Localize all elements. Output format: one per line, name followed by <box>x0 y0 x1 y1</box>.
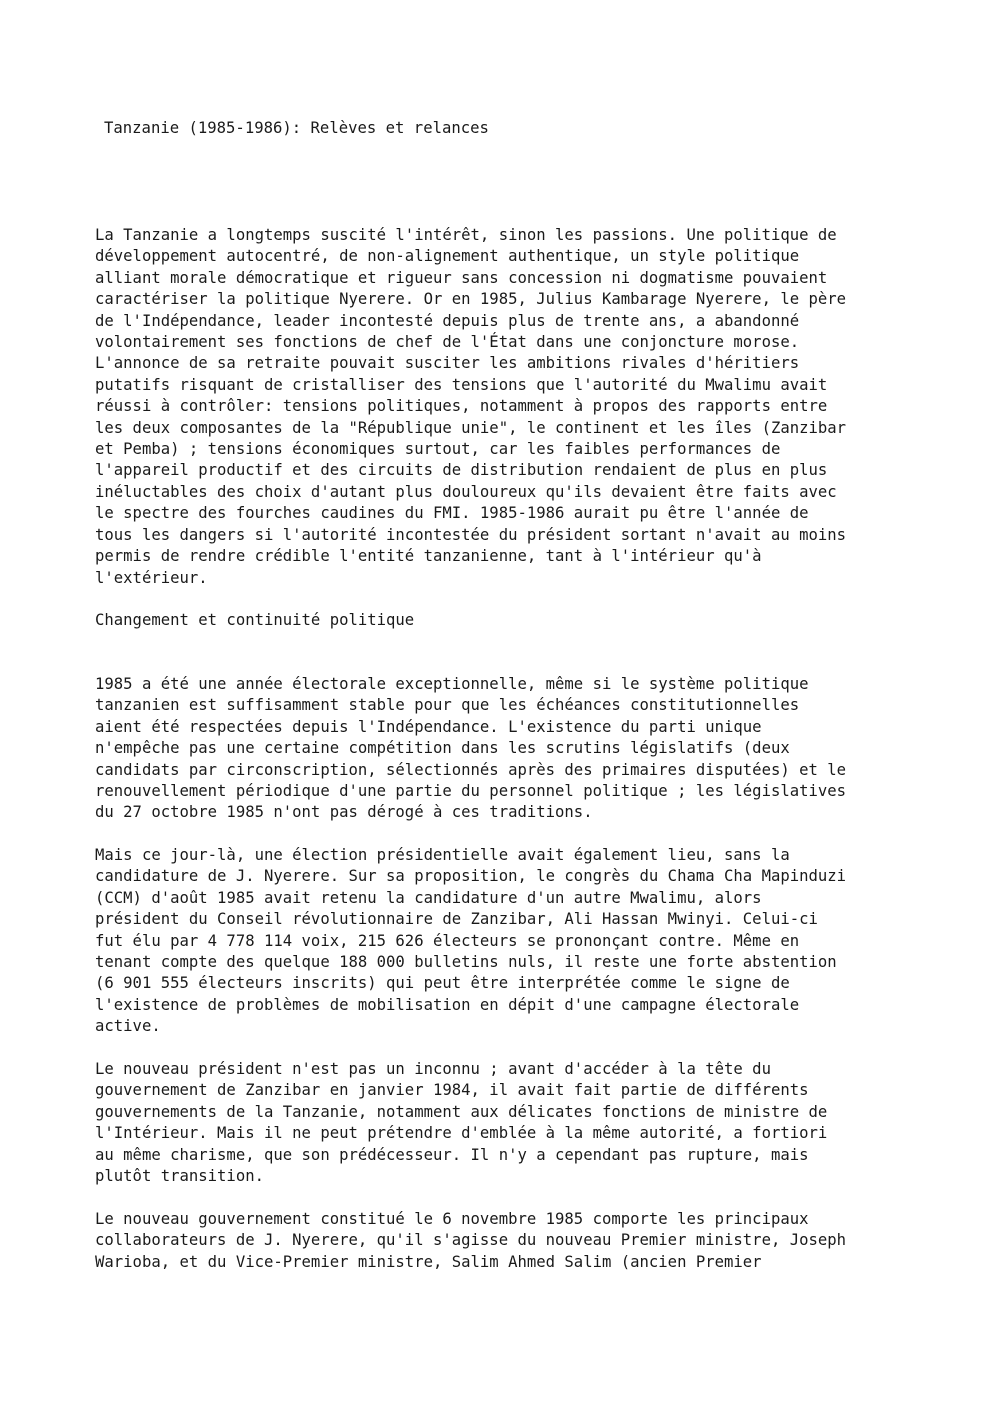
intro-paragraph: La Tanzanie a longtemps suscité l'intérêt, sinon les passions. Une politique de développement autocentré, de non-alignement authentique, un style politique alliant morale démocratique et rigueur sans concession ni dogmatisme pouvaient caractériser la politique Nyerere. Or en 1985, Julius Kambarage Nyerere, le père de l'Indépendance, leader incontesté depuis plus de trente ans, a abandonné volontairement ses fonctions de chef de l'État dans une conjoncture morose. L'annonce de sa retraite pouvait susciter les ambitions rivales d'héritiers putatifs risquant de cristalliser des tensions que l'autorité du Mwalimu avait réussi à contrôler: tensions politiques, notamment à propos des rapports entre les deux composantes de la "République unie", le continent et les îles (Zanzibar et Pemba) ; tensions économiques surtout, car les faibles performances de l'appareil productif et des circuits de distribution rendaient de plus en plus inéluctables des choix d'autant plus douloureux qu'ils devaient être faits avec le spectre des fourches caudines du FMI. 1985-1986 aurait pu être l'année de tous les dangers si l'autorité incontestée du président sortant n'avait au moins permis de rendre crédible l'entité tanzanienne, tant à l'intérieur qu'à l'extérieur. <box>95 226 847 587</box>
body-paragraph: 1985 a été une année électorale exceptionnelle, même si le système politique tanzanien est suffisamment stable pour que les échéances constitutionnelles aient été respectées depuis l'Indépendance. L'existence du parti unique n'empêche pas une certaine compétition dans les scrutins législatifs (deux candidats par circonscription, sélectionnés après des primaires disputées) et le renouvellement périodique d'une partie du personnel politique ; les législatives du 27 octobre 1985 n'ont pas dérogé à ces traditions. <box>95 675 847 822</box>
body-paragraph: Le nouveau gouvernement constitué le 6 novembre 1985 comporte les principaux collaborateurs de J. Nyerere, qu'il s'agisse du nouveau Premier ministre, Joseph Warioba, et du Vice-Premier ministre, Salim Ahmed Salim (ancien Premier <box>95 1210 847 1271</box>
section-heading: Changement et continuité politique <box>95 611 415 629</box>
document-title: Tanzanie (1985-1986): Relèves et relances <box>104 119 489 137</box>
body-paragraph: Mais ce jour-là, une élection présidentielle avait également lieu, sans la candidature de J. Nyerere. Sur sa proposition, le congrès du Chama Cha Mapinduzi (CCM) d'août 1985 avait retenu la candidature d'un autre Mwalimu, alors président du Conseil révolutionnaire de Zanzibar, Ali Hassan Mwinyi. Celui-ci fut élu par 4 778 114 voix, 215 626 électeurs se prononçant contre. Même en tenant compte des quelque 188 000 bulletins nuls, il reste une forte abstention (6 901 555 électeurs inscrits) qui peut être interprétée comme le signe de l'existence de problèmes de mobilisation en dépit d'une campagne électorale active. <box>95 846 847 1036</box>
body-paragraph: Le nouveau président n'est pas un inconnu ; avant d'accéder à la tête du gouvernement de Zanzibar en janvier 1984, il avait fait partie de différents gouvernements de la Tanzanie, notamment aux délicates fonctions de ministre de l'Intérieur. Mais il ne peut prétendre d'emblée à la même autorité, a fortiori au même charisme, que son prédécesseur. Il n'y a cependant pas rupture, mais plutôt transition. <box>95 1060 828 1186</box>
